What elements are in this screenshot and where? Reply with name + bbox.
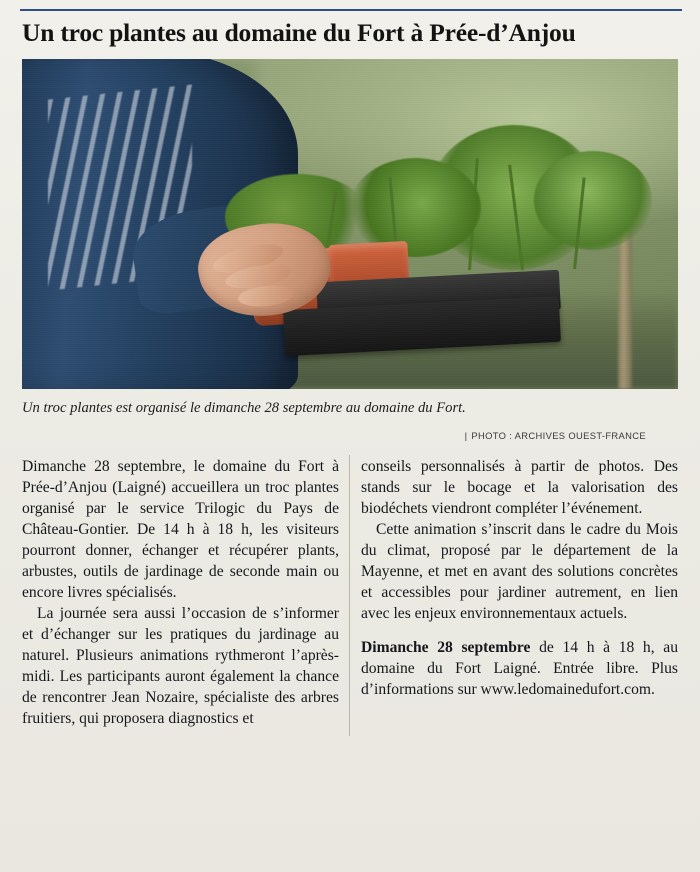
practical-info-details: de 14 h à 18 h, au domaine du Fort Laigné. Entrée libre. Plus d’informations sur www.ledomainedufort.com.	[361, 638, 678, 698]
paragraph: Cette animation s’inscrit dans le cadre du Mois du climat, proposé par le département de la Mayenne, et met en avant des solutions concrètes et accessibles pour jardiner autrement, en lien avec les enjeux environnementaux actuels.	[361, 520, 678, 622]
paragraph: Dimanche 28 septembre, le domaine du Fort à Prée-d’Anjou (Laigné) accueillera un troc plantes organisé par le service Trilogic du Pays de Château-Gontier. De 14 h à 18 h, les visiteurs pourront donner, échanger et récupérer plants, arbustes, outils de jardinage de seconde main ou encore livres spécialisés.	[22, 458, 339, 601]
photo-credit-bar: |	[464, 430, 468, 442]
article-body	[22, 457, 678, 730]
paragraph: conseils personnalisés à partir de photos. Des stands sur le bocage et la valorisation des biodéchets viendront compléter l’événement.	[361, 458, 678, 517]
photo-plant-foliage-right	[534, 151, 652, 250]
photo-plant-foliage-middle	[350, 158, 481, 257]
top-rule-divider	[20, 9, 682, 11]
paragraph: La journée sera aussi l’occasion de s’informer et d’échanger sur les pratiques du jardinage au naturel. Plusieurs animations rythmeront l’après-midi. Les participants auront également la chance de rencontrer Jean Nozaire, spécialiste des arbres fruitiers, qui proposera diagnostics et	[22, 604, 339, 727]
photo-credit-text: PHOTO : ARCHIVES OUEST-FRANCE	[471, 430, 646, 442]
photo-credit	[22, 430, 678, 441]
article-column-left	[22, 457, 339, 730]
practical-info-date: Dimanche 28 septembre	[361, 638, 531, 656]
page-title: Un troc plantes au domaine du Fort à Prée-d’Anjou	[22, 18, 576, 47]
practical-info	[361, 638, 678, 701]
article-photo	[22, 59, 678, 389]
photo-caption: Un troc plantes est organisé le dimanche 28 septembre au domaine du Fort.	[22, 399, 466, 416]
article-column-right	[361, 457, 678, 730]
